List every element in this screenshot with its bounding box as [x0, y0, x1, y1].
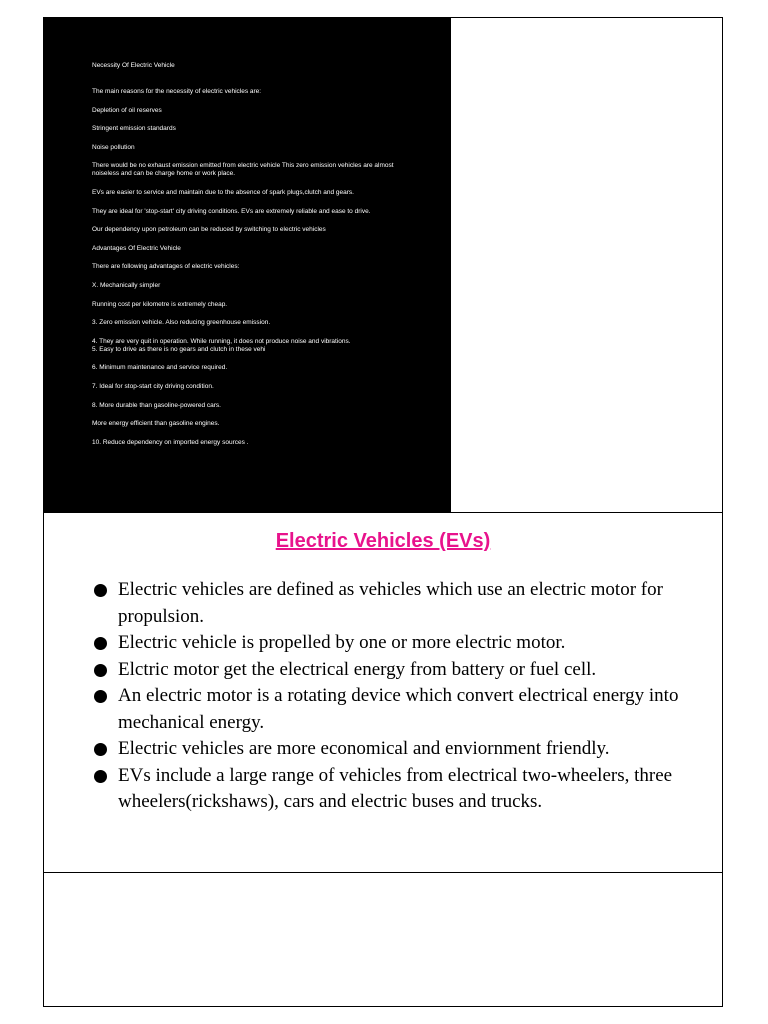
advantage-energy-efficient: More energy efficient than gasoline engines.	[92, 420, 220, 428]
bullet-icon	[94, 664, 107, 677]
bullet-icon	[94, 637, 107, 650]
ev-slide-title: Electric Vehicles (EVs)	[275, 530, 491, 552]
document-page	[43, 17, 723, 1007]
necessity-intro: The main reasons for the necessity of electric vehicles are:	[92, 88, 262, 95]
advantage-quiet: 4. They are very quit in operation. While running, it does not produce noise and vibrations.	[92, 337, 351, 345]
advantage-stop-start: 7. Ideal for stop-start city driving condition.	[92, 382, 214, 390]
advantage-durable: 8. More durable than gasoline-powered cars.	[92, 401, 221, 409]
advantage-mechanically-simpler: X. Mechanically simpler	[92, 281, 161, 289]
bullet-icon	[94, 690, 107, 703]
advantages-intro: There are following advantages of electric vehicles:	[92, 263, 240, 271]
black-slide-panel	[44, 18, 451, 512]
necessity-service: EVs are easier to service and maintain due to the absence of spark plugs,clutch and gears.	[92, 188, 354, 196]
bullet-text: Electric vehicles are more economical and enviornment friendly.	[118, 738, 610, 759]
ev-slide	[44, 513, 722, 873]
bullet-text: EVs include a large range of vehicles from electrical two-wheelers, three wheelers(rickshaws), cars and electric buses and trucks.	[118, 764, 673, 812]
top-slide	[44, 18, 722, 513]
necessity-zero-emission: There would be no exhaust emission emitted from electric vehicle This zero emission vehicles are almost noiseless and can be charge home or work place.	[92, 162, 394, 178]
necessity-text-block	[92, 62, 412, 457]
list-item	[118, 763, 718, 816]
advantage-maintenance: 6. Minimum maintenance and service required.	[92, 364, 228, 372]
bullet-icon	[94, 770, 107, 783]
bullet-text: Elctric motor get the electrical energy from battery or fuel cell.	[118, 658, 597, 680]
list-item	[118, 683, 718, 736]
empty-slide	[44, 873, 722, 1006]
list-item	[118, 736, 718, 763]
necessity-heading: Necessity Of Electric Vehicle	[92, 62, 175, 69]
ev-bullet-list	[118, 577, 718, 816]
advantage-imported-energy: 10. Reduce dependency on imported energy sources .	[92, 438, 249, 446]
advantage-easy-drive: 5. Easy to drive as there is no gears and clutch in these vehi	[92, 345, 266, 353]
bullet-text: Electric vehicles are defined as vehicles which use an electric motor for propulsion.	[118, 579, 663, 627]
necessity-reason-emission: Stringent emission standards	[92, 125, 176, 133]
list-item	[118, 630, 718, 657]
necessity-reason-noise: Noise pollution	[92, 143, 135, 151]
bullet-icon	[94, 584, 107, 597]
list-item	[118, 657, 718, 684]
list-item	[118, 577, 718, 630]
advantage-running-cost: Running cost per kilometre is extremely cheap.	[92, 300, 228, 308]
necessity-reason-oil: Depletion of oil reserves	[92, 106, 162, 114]
necessity-stop-start: They are ideal for 'stop-start' city driving conditions. EVs are extremely reliable and ease to drive.	[92, 207, 371, 215]
advantage-zero-emission: 3. Zero emission vehicle. Also reducing greenhouse emission.	[92, 319, 271, 327]
advantages-heading: Advantages Of Electric Vehicle	[92, 244, 181, 252]
bullet-text: An electric motor is a rotating device which convert electrical energy into mechanical energy.	[118, 685, 679, 733]
necessity-petroleum: Our dependency upon petroleum can be reduced by switching to electric vehicles	[92, 226, 326, 234]
bullet-text: Electric vehicle is propelled by one or more electric motor.	[118, 632, 566, 653]
bullet-icon	[94, 743, 107, 756]
